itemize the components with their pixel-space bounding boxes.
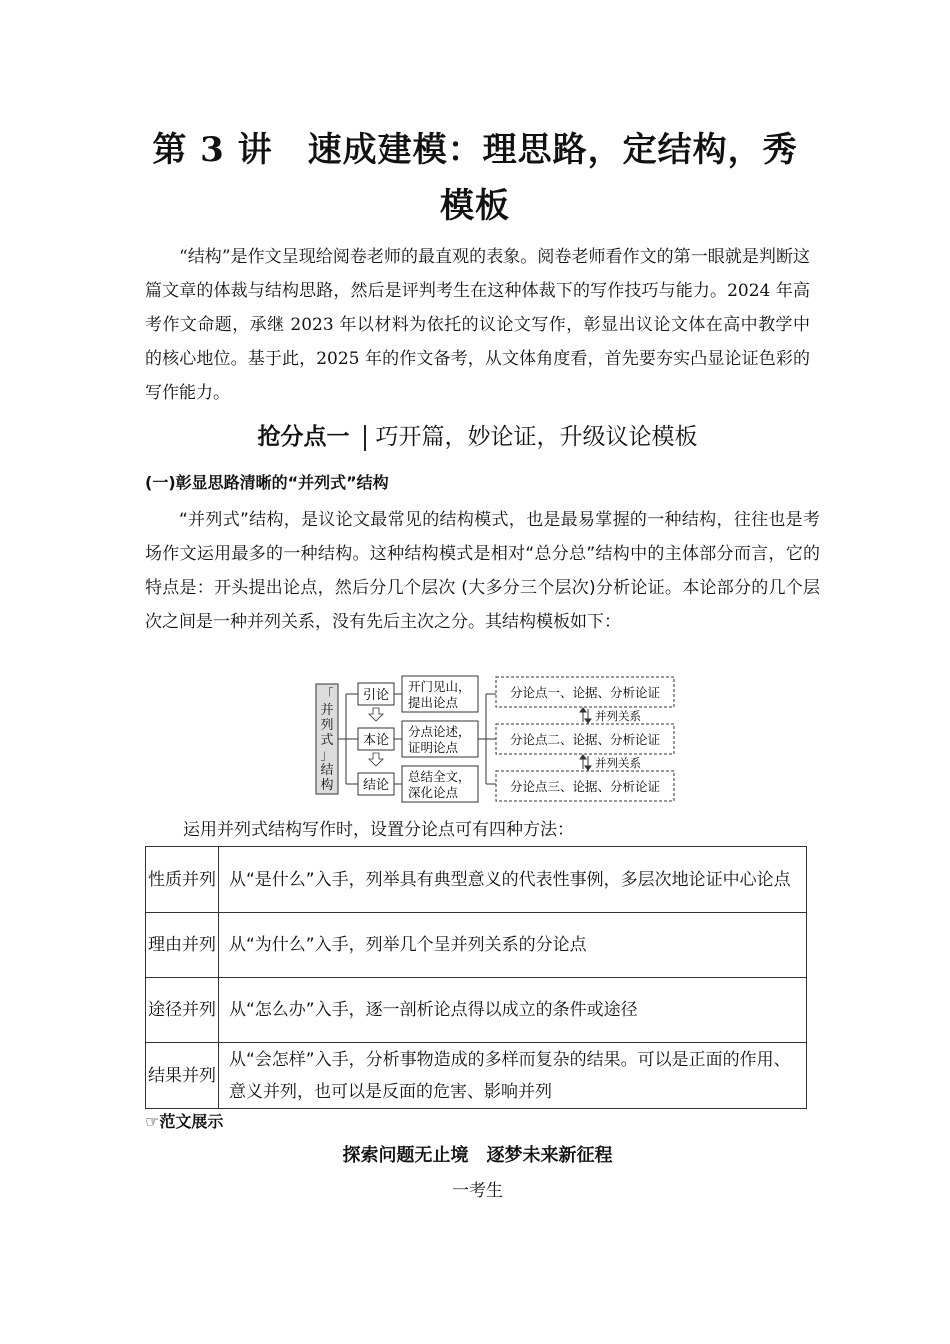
scoring-point-text: 巧开篇，妙论证，升级议论模板 (375, 424, 698, 450)
scoring-point-tag: 抢分点一 (257, 424, 350, 450)
desc-line-3a: 总结全文， (408, 769, 471, 784)
relation-label-1: 并列关系 (595, 709, 641, 723)
desc-line-1b: 提出论点 (408, 695, 459, 710)
page-title: 第 3 讲 速成建模：理思路，定结构，秀模板 (152, 130, 798, 226)
parallel-arrows-icon (580, 708, 591, 723)
method-type: 结果并列 (146, 1043, 219, 1109)
method-type: 性质并列 (146, 847, 219, 913)
down-arrow-icon (369, 753, 383, 766)
essay-author: 一考生 (452, 1181, 503, 1201)
down-arrow-icon (369, 708, 383, 721)
method-desc: 从“会怎样”入手，分析事物造成的多样而复杂的结果。可以是正面的作用、意义并列，也可以是反面的危害、影响并列 (219, 1043, 807, 1109)
scoring-point-heading (145, 420, 810, 454)
stage-name-2: 本论 (362, 733, 390, 748)
methods-intro: 运用并列式结构写作时，设置分论点可有四种方法： (183, 820, 574, 840)
methods-table (145, 846, 807, 1109)
desc-line-2a: 分点论述， (408, 724, 471, 739)
relation-label-2: 并列关系 (595, 756, 641, 770)
method-type: 理由并列 (146, 913, 219, 978)
parallel-arrows-icon (580, 755, 591, 770)
table-row (146, 978, 807, 1043)
table-row (146, 1043, 807, 1109)
point-text-2: 分论点二、论据、分析论证 (509, 732, 661, 747)
desc-line-2b: 证明论点 (408, 740, 459, 755)
method-type: 途径并列 (146, 978, 219, 1043)
point-text-1: 分论点一、论据、分析论证 (509, 685, 661, 700)
example-label: ☞范文展示 (145, 1112, 224, 1131)
table-row (146, 913, 807, 978)
stage-name-1: 引论 (362, 688, 390, 703)
section-paragraph: “并列式”结构，是议论文最常见的结构模式，也是最易掌握的一种结构，往往也是考场作文运用最多的一种结构。这种结构模式是相对“总分总”结构中的主体部分而言，它的特点是：开头提出论点，然后分几个层次 (大多分三个层次)分析论证。本论部分的几个层次之间是一种并列关系，没有先后主次之分。其结构模板如下： (145, 510, 820, 632)
method-desc: 从“为什么”入手，列举几个呈并列关系的分论点 (219, 913, 807, 978)
table-row (146, 847, 807, 913)
method-desc: 从“是什么”入手，列举具有典型意义的代表性事例，多层次地论证中心论点 (219, 847, 807, 913)
section-heading: (一)彰显思路清晰的“并列式”结构 (145, 473, 389, 492)
stage-name-3: 结论 (362, 778, 390, 793)
desc-line-1a: 开门见山， (408, 679, 471, 694)
heading-divider (364, 425, 366, 451)
essay-title: 探索问题无止境 逐梦未来新征程 (342, 1145, 613, 1166)
intro-paragraph: “结构”是作文呈现给阅卷老师的最直观的表象。阅卷老师看作文的第一眼就是判断这篇文章的体裁与结构思路，然后是评判考生在这种体裁下的写作技巧与能力。2024 年高考作文命题，承继 2023 年以材料为依托的议论文写作，彰显出议论文体在高中教学中的核心地位。基于此，2025 年的作文备考，从文体角度看，首先要夯实凸显论证色彩的写作能力。 (145, 247, 810, 403)
point-text-3: 分论点三、论据、分析论证 (509, 779, 661, 794)
method-desc: 从“怎么办”入手，逐一剖析论点得以成立的条件或途径 (219, 978, 807, 1043)
structure-diagram (312, 673, 680, 805)
diagram-label: 「并列式」结构 (320, 688, 334, 793)
desc-line-3b: 深化论点 (408, 785, 459, 800)
